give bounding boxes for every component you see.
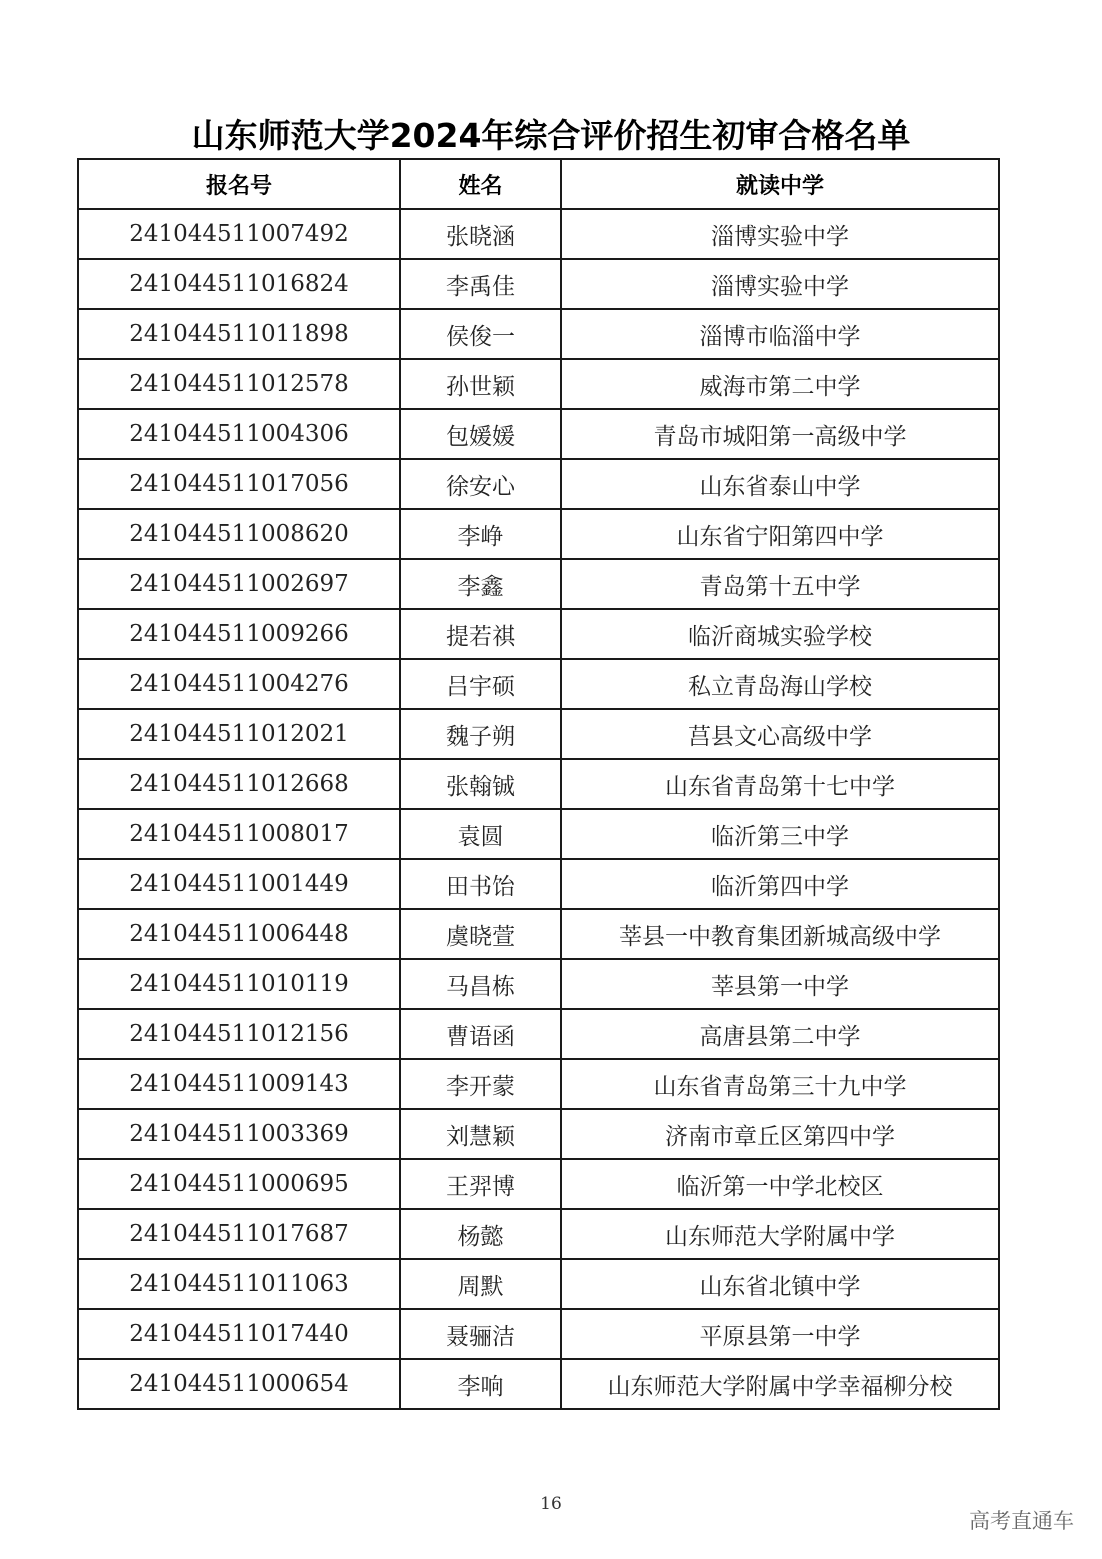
- table-header-row: [78, 159, 999, 209]
- registration-number-cell: 241044511002697: [78, 559, 400, 609]
- school-name-cell: 山东省北镇中学: [561, 1259, 999, 1309]
- registration-number-cell: 241044511017440: [78, 1309, 400, 1359]
- student-name-cell: 聂骊洁: [400, 1309, 561, 1359]
- student-name-cell: 袁圆: [400, 809, 561, 859]
- table-row: [78, 459, 999, 509]
- registration-number-cell: 241044511012156: [78, 1009, 400, 1059]
- student-name-cell: 李禹佳: [400, 259, 561, 309]
- school-name-cell: 莘县一中教育集团新城高级中学: [561, 909, 999, 959]
- school-name-cell: 济南市章丘区第四中学: [561, 1109, 999, 1159]
- registration-number-cell: 241044511007492: [78, 209, 400, 259]
- school-name-cell: 山东省泰山中学: [561, 459, 999, 509]
- table-row: [78, 659, 999, 709]
- school-name-cell: 威海市第二中学: [561, 359, 999, 409]
- registration-number-cell: 241044511004276: [78, 659, 400, 709]
- table-row: [78, 1109, 999, 1159]
- student-name-cell: 包媛媛: [400, 409, 561, 459]
- header-name: 姓名: [400, 159, 561, 209]
- registration-number-cell: 241044511011063: [78, 1259, 400, 1309]
- student-name-cell: 吕宇硕: [400, 659, 561, 709]
- registration-number-cell: 241044511011898: [78, 309, 400, 359]
- table-row: [78, 359, 999, 409]
- registration-number-cell: 241044511008017: [78, 809, 400, 859]
- table-row: [78, 509, 999, 559]
- table-body: [78, 209, 999, 1409]
- school-name-cell: 临沂第一中学北校区: [561, 1159, 999, 1209]
- school-name-cell: 私立青岛海山学校: [561, 659, 999, 709]
- student-name-cell: 徐安心: [400, 459, 561, 509]
- student-name-cell: 杨懿: [400, 1209, 561, 1259]
- watermark-text: 高考直通车: [969, 1509, 1074, 1533]
- school-name-cell: 山东省青岛第三十九中学: [561, 1059, 999, 1109]
- table-row: [78, 1359, 999, 1409]
- student-name-cell: 提若祺: [400, 609, 561, 659]
- header-school: 就读中学: [561, 159, 999, 209]
- student-name-cell: 李响: [400, 1359, 561, 1409]
- registration-number-cell: 241044511001449: [78, 859, 400, 909]
- school-name-cell: 临沂商城实验学校: [561, 609, 999, 659]
- table-row: [78, 959, 999, 1009]
- student-name-cell: 魏子朔: [400, 709, 561, 759]
- student-name-cell: 张晓涵: [400, 209, 561, 259]
- registration-number-cell: 241044511010119: [78, 959, 400, 1009]
- table-row: [78, 609, 999, 659]
- registration-number-cell: 241044511003369: [78, 1109, 400, 1159]
- school-name-cell: 山东省宁阳第四中学: [561, 509, 999, 559]
- registration-number-cell: 241044511000695: [78, 1159, 400, 1209]
- registration-number-cell: 241044511009266: [78, 609, 400, 659]
- student-name-cell: 周默: [400, 1259, 561, 1309]
- school-name-cell: 山东省青岛第十七中学: [561, 759, 999, 809]
- document-title: 山东师范大学2024年综合评价招生初审合格名单: [191, 116, 911, 155]
- student-name-cell: 李峥: [400, 509, 561, 559]
- registration-number-cell: 241044511004306: [78, 409, 400, 459]
- school-name-cell: 淄博实验中学: [561, 209, 999, 259]
- school-name-cell: 青岛第十五中学: [561, 559, 999, 609]
- registration-number-cell: 241044511012021: [78, 709, 400, 759]
- school-name-cell: 山东师范大学附属中学: [561, 1209, 999, 1259]
- registration-number-cell: 241044511012668: [78, 759, 400, 809]
- registration-number-cell: 241044511016824: [78, 259, 400, 309]
- school-name-cell: 临沂第三中学: [561, 809, 999, 859]
- table-row: [78, 859, 999, 909]
- table-row: [78, 259, 999, 309]
- table-row: [78, 1009, 999, 1059]
- table-row: [78, 809, 999, 859]
- admission-list-table: [77, 158, 1000, 1410]
- table-row: [78, 1159, 999, 1209]
- registration-number-cell: 241044511012578: [78, 359, 400, 409]
- page-number: 16: [540, 1494, 562, 1514]
- student-name-cell: 刘慧颖: [400, 1109, 561, 1159]
- table-row: [78, 209, 999, 259]
- student-name-cell: 田书饴: [400, 859, 561, 909]
- registration-number-cell: 241044511017687: [78, 1209, 400, 1259]
- school-name-cell: 平原县第一中学: [561, 1309, 999, 1359]
- table-row: [78, 1209, 999, 1259]
- table-row: [78, 309, 999, 359]
- registration-number-cell: 241044511008620: [78, 509, 400, 559]
- school-name-cell: 临沂第四中学: [561, 859, 999, 909]
- student-name-cell: 王羿博: [400, 1159, 561, 1209]
- school-name-cell: 淄博实验中学: [561, 259, 999, 309]
- school-name-cell: 青岛市城阳第一高级中学: [561, 409, 999, 459]
- student-name-cell: 虞晓萱: [400, 909, 561, 959]
- student-name-cell: 曹语函: [400, 1009, 561, 1059]
- student-name-cell: 马昌栋: [400, 959, 561, 1009]
- school-name-cell: 莒县文心高级中学: [561, 709, 999, 759]
- table-row: [78, 559, 999, 609]
- table-row: [78, 1059, 999, 1109]
- table-row: [78, 1259, 999, 1309]
- student-name-cell: 侯俊一: [400, 309, 561, 359]
- table-row: [78, 1309, 999, 1359]
- table-row: [78, 759, 999, 809]
- school-name-cell: 高唐县第二中学: [561, 1009, 999, 1059]
- school-name-cell: 山东师范大学附属中学幸福柳分校: [561, 1359, 999, 1409]
- table-row: [78, 709, 999, 759]
- header-registration-number: 报名号: [78, 159, 400, 209]
- table-row: [78, 409, 999, 459]
- table-row: [78, 909, 999, 959]
- school-name-cell: 莘县第一中学: [561, 959, 999, 1009]
- student-name-cell: 李鑫: [400, 559, 561, 609]
- registration-number-cell: 241044511000654: [78, 1359, 400, 1409]
- school-name-cell: 淄博市临淄中学: [561, 309, 999, 359]
- student-name-cell: 孙世颖: [400, 359, 561, 409]
- student-name-cell: 李开蒙: [400, 1059, 561, 1109]
- registration-number-cell: 241044511017056: [78, 459, 400, 509]
- student-name-cell: 张翰铖: [400, 759, 561, 809]
- registration-number-cell: 241044511006448: [78, 909, 400, 959]
- registration-number-cell: 241044511009143: [78, 1059, 400, 1109]
